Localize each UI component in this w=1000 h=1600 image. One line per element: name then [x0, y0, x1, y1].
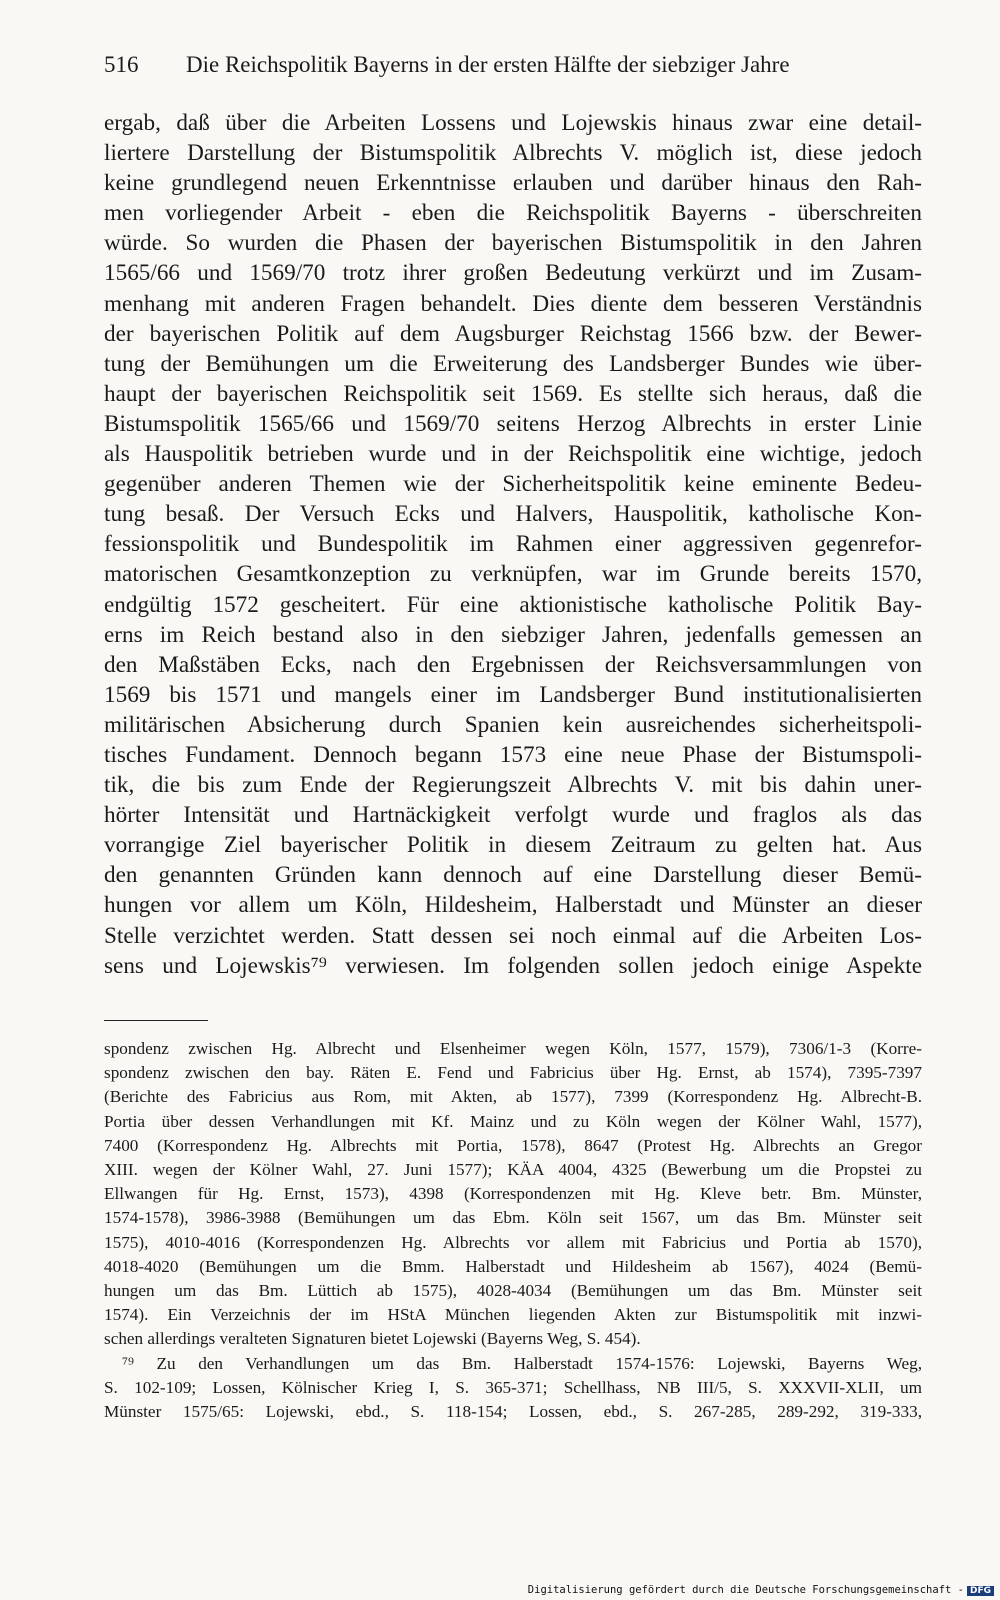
footnote-divider: [104, 1020, 208, 1021]
body-line: sens und Lojewskis⁷⁹ verwiesen. Im folgenden sollen jedoch einige Aspekte: [104, 952, 922, 979]
body-line: tik, die bis zum Ende der Regierungszeit Albrechts V. mit bis dahin uner-: [104, 772, 922, 799]
footnote-79-line: ⁷⁹ Zu den Verhandlungen um das Bm. Halberstadt 1574-1576: Lojewski, Bayerns Weg,: [122, 1353, 922, 1373]
body-line: ergab, daß über die Arbeiten Lossens und Lojewskis hinaus zwar eine detail-: [104, 110, 922, 136]
body-line: keine grundlegend neuen Erkenntnisse erlauben und darüber hinaus den Rah-: [104, 170, 922, 197]
body-line: tung besaß. Der Versuch Ecks und Halvers, Hauspolitik, katholische Kon-: [104, 501, 922, 528]
body-line: militärischen Absicherung durch Spanien kein ausreichendes sicherheitspoli-: [104, 711, 922, 738]
body-line: der bayerischen Politik auf dem Augsburger Reichstag 1566 bzw. der Bewer-: [104, 320, 922, 347]
body-line: 1565/66 und 1569/70 trotz ihrer großen Bedeutung verkürzt und im Zusam-: [104, 260, 922, 287]
body-line: tung der Bemühungen um die Erweiterung des Landsberger Bundes wie über-: [104, 350, 922, 377]
body-line: den Maßstäben Ecks, nach den Ergebnissen der Reichsversammlungen von: [104, 651, 922, 678]
body-line: matorischen Gesamtkonzeption zu verknüpfen, war im Grunde bereits 1570,: [104, 561, 922, 588]
body-line: tisches Fundament. Dennoch begann 1573 eine neue Phase der Bistumspoli-: [104, 741, 922, 768]
footnote-line: schen allerdings veralteten Signaturen bietet Lojewski (Bayerns Weg, S. 454).: [104, 1329, 641, 1349]
body-line: den genannten Gründen kann dennoch auf eine Darstellung dieser Bemü-: [104, 862, 922, 889]
body-line: men vorliegender Arbeit - eben die Reichspolitik Bayerns - überschreiten: [104, 200, 922, 227]
digitization-credit: [528, 1584, 994, 1596]
footnote-line: spondenz zwischen Hg. Albrecht und Elsenheimer wegen Köln, 1577, 1579), 7306/1-3 (Korre-: [104, 1039, 922, 1058]
body-line: würde. So wurden die Phasen der bayerischen Bistumspolitik in den Jahren: [104, 230, 922, 257]
footnote-line: 1575), 4010-4016 (Korrespondenzen Hg. Albrechts vor allem mit Fabricius und Portia ab 1570),: [104, 1232, 922, 1252]
body-line: 1569 bis 1571 und mangels einer im Landsberger Bund institutionalisierten: [104, 681, 922, 708]
dfg-logo: DFG: [967, 1586, 994, 1596]
footnote-line: Portia über dessen Verhandlungen mit Kf. Mainz und zu Köln wegen der Kölner Wahl, 1577),: [104, 1111, 922, 1131]
body-line: hungen vor allem um Köln, Hildesheim, Halberstadt und Münster an dieser: [104, 892, 922, 919]
body-line: Bistumspolitik 1565/66 und 1569/70 seitens Herzog Albrechts in erster Linie: [104, 410, 922, 437]
body-line: Stelle verzichtet werden. Statt dessen sei noch einmal auf die Arbeiten Los-: [104, 922, 922, 949]
body-line: liertere Darstellung der Bistumspolitik Albrechts V. möglich ist, diese jedoch: [104, 140, 922, 167]
main-text: [104, 108, 922, 981]
footnote-line: spondenz zwischen den bay. Räten E. Fend und Fabricius über Hg. Ernst, ab 1574), 7395-7397: [104, 1063, 922, 1083]
footnote-line: XIII. wegen der Kölner Wahl, 27. Juni 1577); KÄA 4004, 4325 (Bewerbung um die Propstei zu: [104, 1160, 922, 1180]
footnote-line: (Berichte des Fabricius aus Rom, mit Akten, ab 1577), 7399 (Korrespondenz Hg. Albrecht-B.: [104, 1087, 922, 1107]
body-line: menhang mit anderen Fragen behandelt. Dies diente dem besseren Verständnis: [104, 290, 922, 317]
footnote-line: hungen um das Bm. Lüttich ab 1575), 4028-4034 (Bemühungen um das Bm. Münster seit: [104, 1281, 922, 1301]
body-line: fessionspolitik und Bundespolitik im Rahmen einer aggressiven gegenrefor-: [104, 531, 922, 558]
body-line: erns im Reich bestand also in den siebziger Jahren, jedenfalls gemessen an: [104, 621, 922, 648]
footnote-line: 7400 (Korrespondenz Hg. Albrechts mit Portia, 1578), 8647 (Protest Hg. Albrechts an Gregor: [104, 1135, 922, 1155]
footnote-79-line: S. 102-109; Lossen, Kölnischer Krieg I, S. 365-371; Schellhass, NB III/5, S. XXXVII-XLII, um: [104, 1377, 922, 1397]
footnotes: [104, 1037, 922, 1424]
page-header: [104, 50, 836, 80]
credit-text: Digitalisierung gefördert durch die Deutsche Forschungsgemeinschaft -: [527, 1584, 964, 1596]
body-line: haupt der bayerischen Reichspolitik seit 1569. Es stellte sich heraus, daß die: [104, 380, 922, 407]
footnote-line: 4018-4020 (Bemühungen um die Bmm. Halberstadt und Hildesheim ab 1567), 4024 (Bemü-: [104, 1256, 922, 1276]
footnote-line: 1574-1578), 3986-3988 (Bemühungen um das Ebm. Köln seit 1567, um das Bm. Münster seit: [104, 1208, 922, 1228]
body-line: als Hauspolitik betrieben wurde und in der Reichspolitik eine wichtige, jedoch: [104, 441, 922, 468]
body-line: vorrangige Ziel bayerischer Politik in diesem Zeitraum zu gelten hat. Aus: [104, 832, 922, 859]
footnote-line: Ellwangen für Hg. Ernst, 1573), 4398 (Korrespondenzen mit Hg. Kleve betr. Bm. Münster,: [104, 1184, 922, 1204]
footnote-79-line: Münster 1575/65: Lojewski, ebd., S. 118-154; Lossen, ebd., S. 267-285, 289-292, 319-333,: [104, 1402, 922, 1422]
page-number: 516: [104, 52, 139, 77]
body-line: gegenüber anderen Themen wie der Sicherheitspolitik keine eminente Bedeu-: [104, 471, 922, 498]
body-line: hörter Intensität und Hartnäckigkeit verfolgt wurde und fraglos als das: [104, 802, 922, 829]
footnote-line: 1574). Ein Verzeichnis der im HStA München liegenden Akten zur Bistumspolitik mit inzwi-: [104, 1305, 922, 1325]
running-title: Die Reichspolitik Bayerns in der ersten Hälfte der siebziger Jahre: [186, 52, 790, 77]
body-line: endgültig 1572 gescheitert. Für eine aktionistische katholische Politik Bay-: [104, 591, 922, 618]
